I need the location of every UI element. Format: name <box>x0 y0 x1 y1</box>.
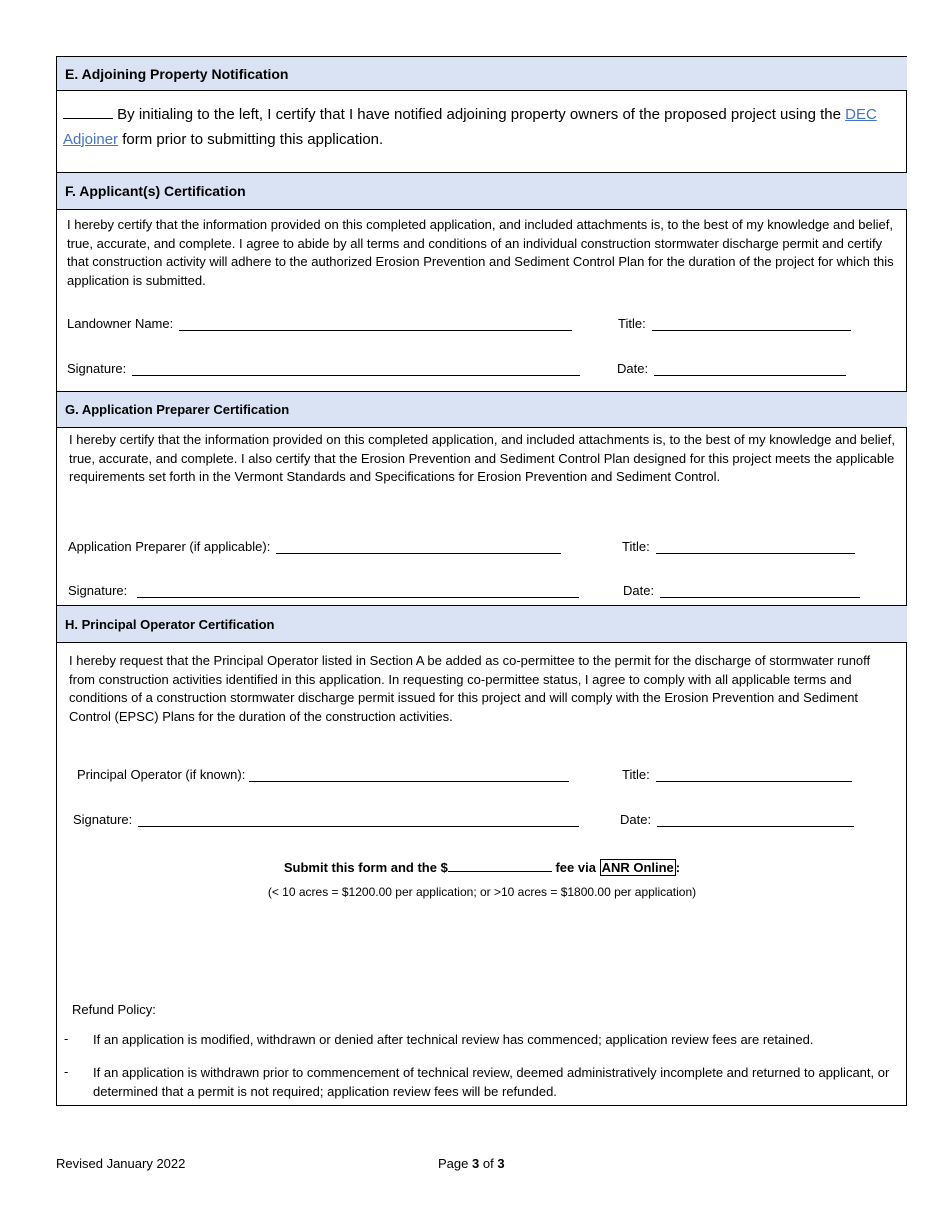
h-signature-input[interactable] <box>138 814 579 827</box>
section-e-heading: E. Adjoining Property Notification <box>57 56 907 91</box>
section-f-body: I hereby certify that the information provided on this completed application, and included attachments is, to the best of my knowledge and belief, true, accurate, and complete. I agree to abide by all terms and conditions of an individual construction stormwater discharge permit and certify that construction activity will adhere to the authorized Erosion Prevention and Sediment Control Plan for the duration of the project for which this application is submitted. <box>67 217 894 288</box>
revised-date: Revised January 2022 <box>56 1156 186 1171</box>
form-frame <box>56 56 907 1106</box>
fee-note: (< 10 acres = $1200.00 per application; or >10 acres = $1800.00 per application) <box>267 885 697 899</box>
f-signature-label: Signature: <box>67 361 127 376</box>
fee-amount-input[interactable] <box>448 860 552 872</box>
refund-item-marker: - <box>64 1064 69 1079</box>
preparer-field <box>68 539 561 554</box>
landowner-name-field <box>67 316 572 331</box>
submit-line <box>57 860 907 875</box>
g-signature-field <box>68 583 579 598</box>
initials-input[interactable] <box>63 118 113 119</box>
g-date-input[interactable] <box>660 585 860 598</box>
operator-label: Principal Operator (if known): <box>77 767 246 782</box>
anr-online-button[interactable]: ANR Online <box>601 860 674 875</box>
landowner-name-input[interactable] <box>179 318 572 331</box>
h-title-label: Title: <box>622 767 650 782</box>
dec-adjoiner-link[interactable]: DEC Adjoiner <box>63 106 877 148</box>
section-h-heading: H. Principal Operator Certification <box>57 605 907 643</box>
f-title-input[interactable] <box>652 318 851 331</box>
f-signature-field <box>67 361 580 376</box>
f-title-label: Title: <box>618 316 646 331</box>
g-signature-input[interactable] <box>137 585 579 598</box>
refund-item-marker: - <box>64 1031 69 1046</box>
section-e-text: By initialing to the left, I certify that I have notified adjoining property owners of the proposed project using the DEC Adjoiner form prior to submitting this application. <box>63 106 877 148</box>
f-title-field <box>618 316 851 331</box>
g-signature-label: Signature: <box>68 583 128 598</box>
operator-input[interactable] <box>249 769 569 782</box>
h-signature-label: Signature: <box>73 812 133 827</box>
h-date-input[interactable] <box>657 814 854 827</box>
h-date-field <box>620 812 854 827</box>
f-date-label: Date: <box>617 361 649 376</box>
preparer-label: Application Preparer (if applicable): <box>68 539 271 554</box>
landowner-name-label: Landowner Name: <box>67 316 174 331</box>
h-title-field <box>622 767 852 782</box>
g-date-label: Date: <box>623 583 655 598</box>
operator-field <box>77 767 569 782</box>
section-h-body: I hereby request that the Principal Operator listed in Section A be added as co-permittee to the permit for the discharge of stormwater runoff from construction activities identified in this application. In requesting co-permittee status, I agree to comply with all applicable terms and conditions of a construction stormwater discharge permit issued for this project and will comply with the Erosion Prevention and Sediment Control (EPSC) Plans for the duration of the construction activities. <box>69 653 871 724</box>
section-g-body: I hereby certify that the information provided on this completed application, and included attachments is, to the best of my knowledge and belief, true, accurate, and complete. I also certify that the Erosion Prevention and Sediment Control Plan designed for this project meets the applicable requirements set forth in the Vermont Standards and Specifications for Erosion Prevention and Sediment Control. <box>69 432 895 484</box>
f-date-input[interactable] <box>654 363 846 376</box>
h-date-label: Date: <box>620 812 652 827</box>
preparer-input[interactable] <box>276 541 561 554</box>
section-f-heading: F. Applicant(s) Certification <box>57 172 907 210</box>
refund-item: If an application is modified, withdrawn or denied after technical review has commenced; application review fees are retained. <box>93 1032 814 1047</box>
page-number: Page 3 of 3 <box>438 1156 505 1171</box>
g-title-label: Title: <box>622 539 650 554</box>
h-title-input[interactable] <box>656 769 852 782</box>
f-date-field <box>617 361 846 376</box>
f-signature-input[interactable] <box>132 363 580 376</box>
g-title-input[interactable] <box>656 541 855 554</box>
submit-text-mid: fee via <box>555 860 596 875</box>
refund-title: Refund Policy: <box>72 1002 156 1017</box>
refund-item: If an application is withdrawn prior to commencement of technical review, deemed administratively incomplete and returned to applicant, or determined that a permit is not required; application review fees will be refunded. <box>93 1065 890 1099</box>
submit-text-before: Submit this form and the $ <box>283 860 448 875</box>
section-g-heading: G. Application Preparer Certification <box>57 391 907 428</box>
h-signature-field <box>73 812 579 827</box>
g-title-field <box>622 539 855 554</box>
g-date-field <box>623 583 860 598</box>
submit-text-after: : <box>675 860 681 875</box>
